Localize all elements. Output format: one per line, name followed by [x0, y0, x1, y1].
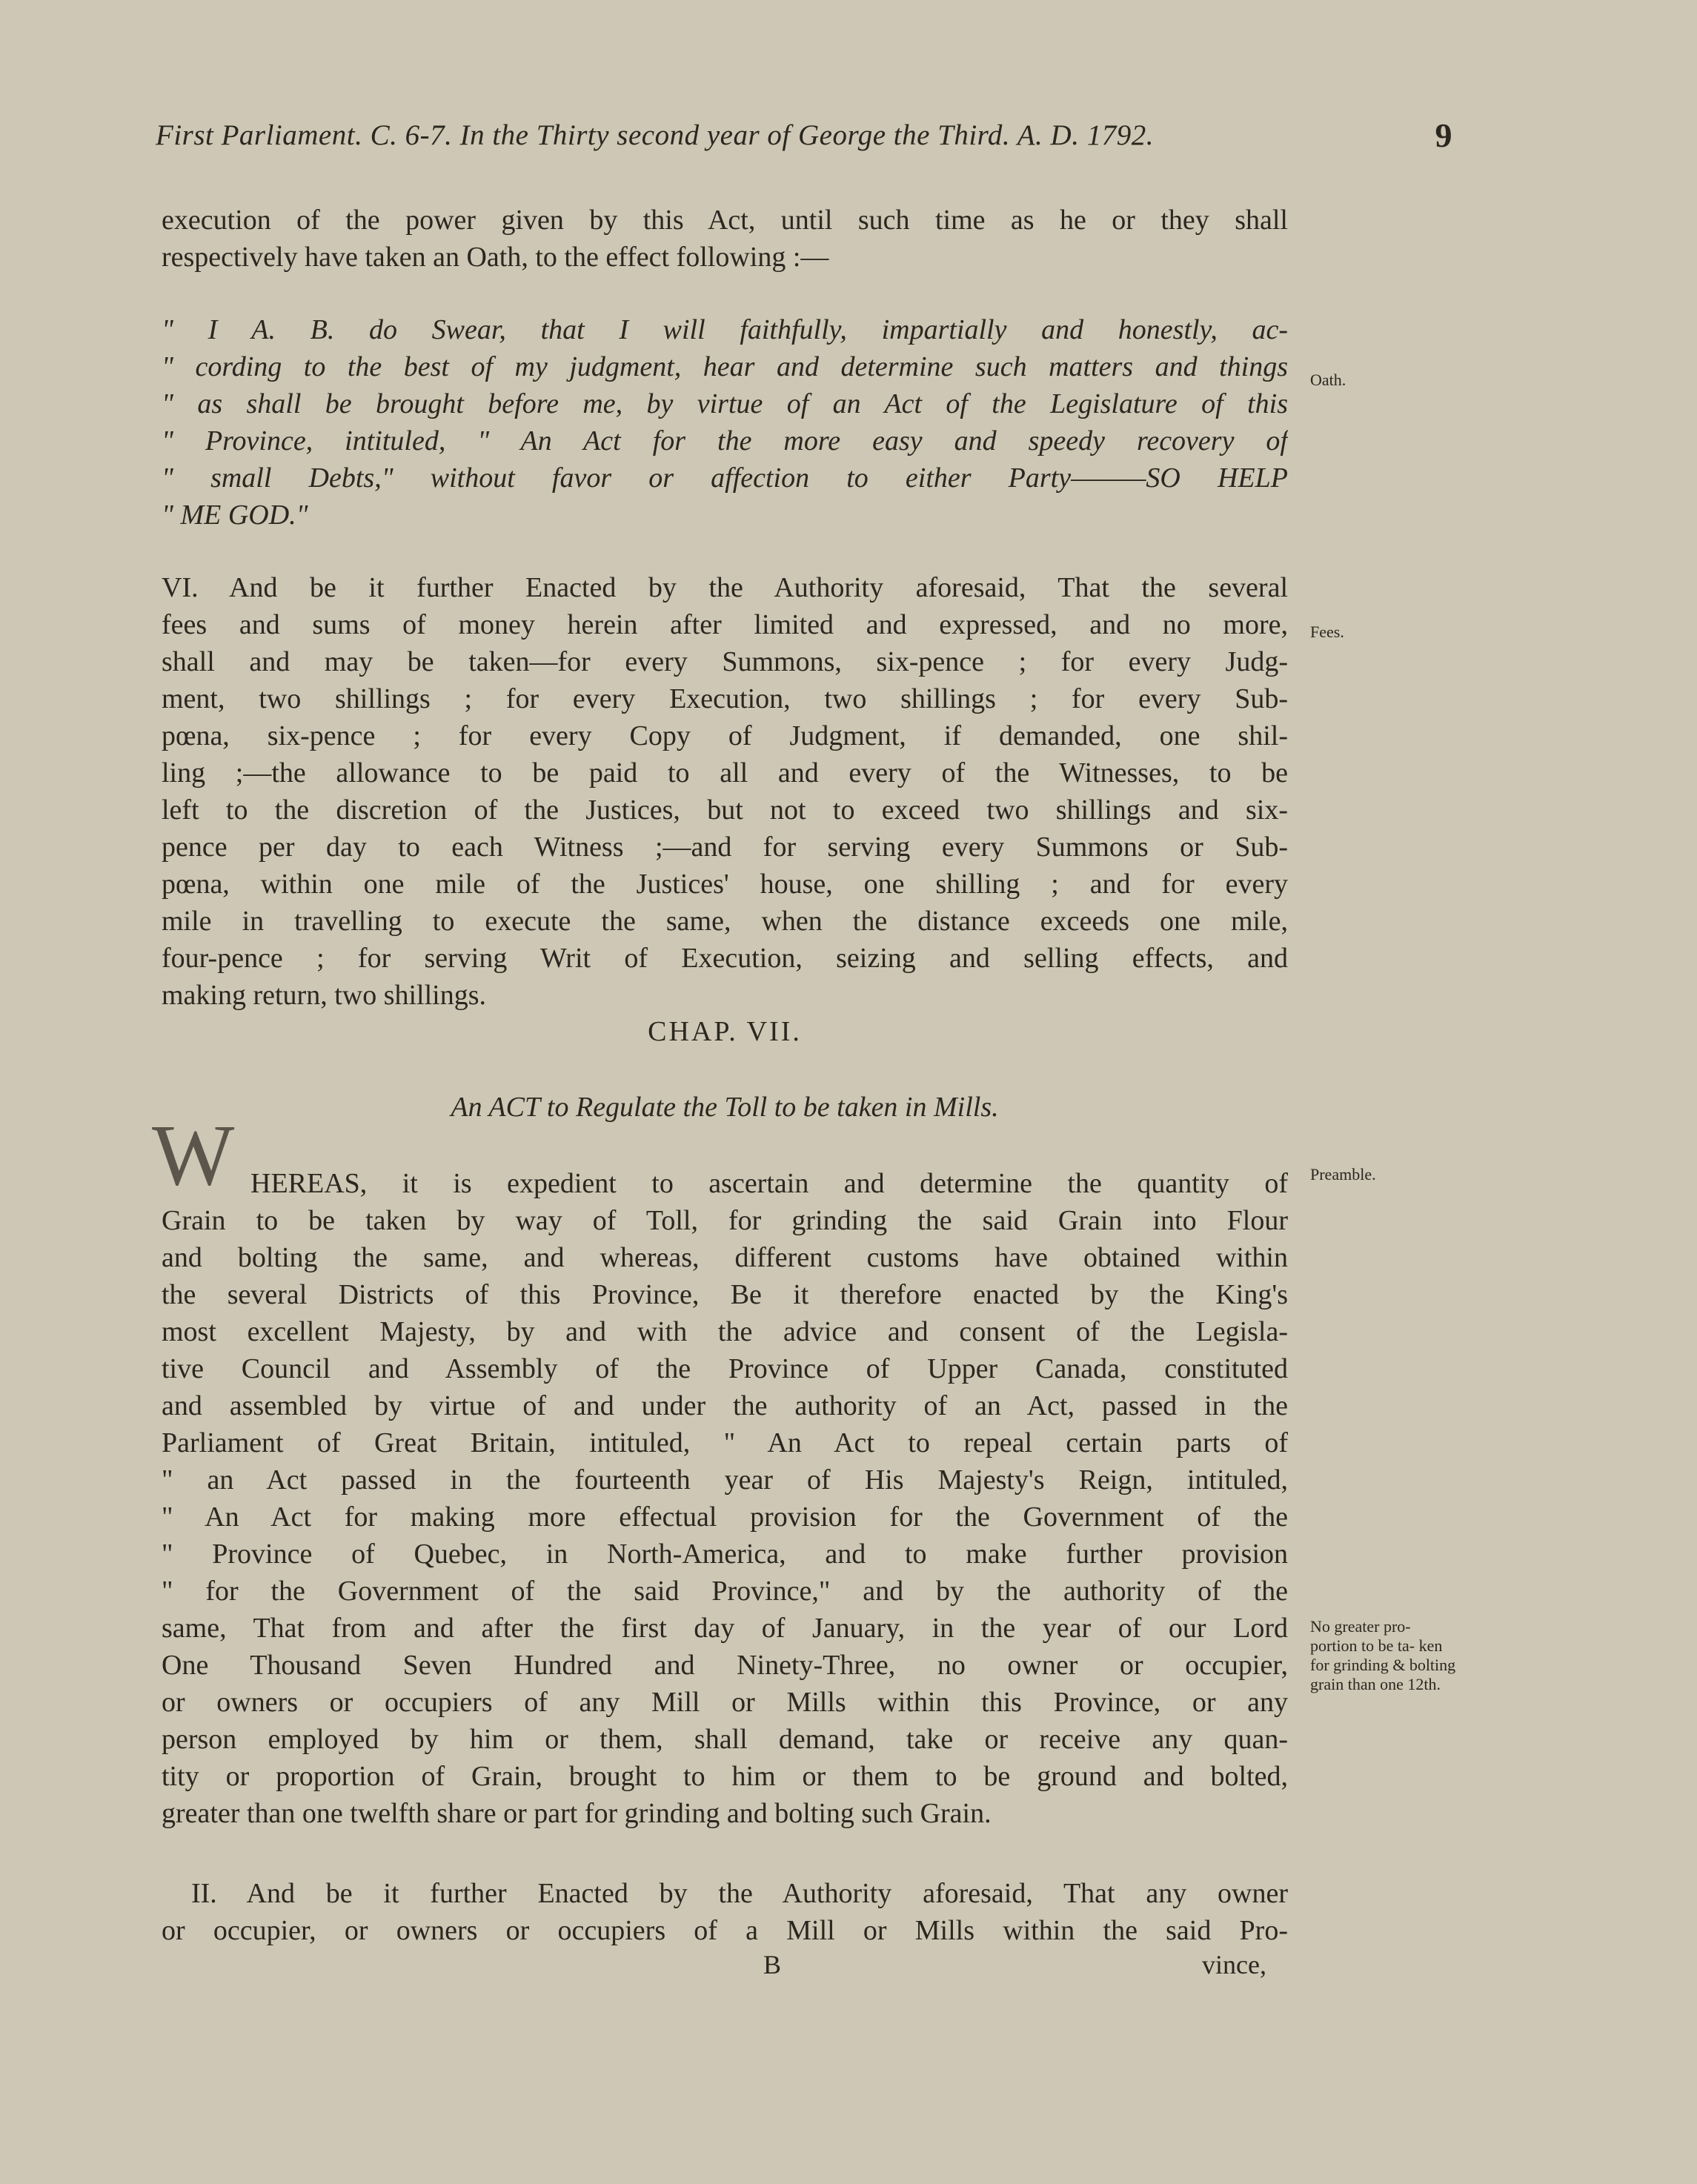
text-line: " an Act passed in the fourteenth year of His Majesty's Reign, intituled, [162, 1464, 1288, 1496]
oath-text [162, 311, 1288, 534]
text-line: II. And be it further Enacted by the Authority aforesaid, That any owner [191, 1878, 1288, 1909]
running-header [156, 116, 1452, 154]
text-line: tity or proportion of Grain, brought to him or them to be ground and bolted, [162, 1761, 1288, 1792]
text-line: mile in travelling to execute the same, when the distance exceeds one mile, [162, 906, 1288, 937]
text-line: pœna, within one mile of the Justices' house, one shilling ; and for every [162, 869, 1288, 900]
text-line: " Province, intituled, " An Act for the more easy and speedy recovery of [162, 425, 1288, 457]
text-line: greater than one twelfth share or part for grinding and bolting such Grain. [162, 1798, 992, 1829]
text-line: pence per day to each Witness ;—and for serving every Summons or Sub- [162, 832, 1288, 863]
text-line: Grain to be taken by way of Toll, for grinding the said Grain into Flour [162, 1205, 1288, 1236]
text-line: or owners or occupiers of any Mill or Mills within this Province, or any [162, 1687, 1288, 1718]
text-line: " cording to the best of my judgment, hear and determine such matters and things [162, 351, 1288, 382]
margin-note-toll: No greater pro- portion to be ta- ken for grinding & bolting grain than one 12th. [1310, 1617, 1456, 1693]
text-line: execution of the power given by this Act, until such time as he or they shall [162, 205, 1288, 236]
section-vi-paragraph [162, 569, 1288, 1014]
text-line: person employed by him or them, shall demand, take or receive any quan- [162, 1724, 1288, 1755]
margin-note-preamble: Preamble. [1310, 1165, 1376, 1184]
text-line: ment, two shillings ; for every Execution, two shillings ; for every Sub- [162, 683, 1288, 714]
text-line: " for the Government of the said Province," and by the authority of the [162, 1576, 1288, 1607]
section-ii-paragraph [162, 1875, 1288, 1949]
text-line: shall and may be taken—for every Summons, six-pence ; for every Judg- [162, 646, 1288, 677]
chapter-heading: CHAP. VII. [648, 1016, 802, 1047]
text-line: HEREAS, it is expedient to ascertain and determine the quantity of [250, 1168, 1288, 1199]
text-line: " I A. B. do Swear, that I will faithfully, impartially and honestly, ac- [162, 314, 1288, 345]
drop-cap: W [152, 1106, 235, 1204]
text-line: " as shall be brought before me, by virtue of an Act of the Legislature of this [162, 388, 1288, 419]
text-line: " Province of Quebec, in North-America, and to make further provision [162, 1539, 1288, 1570]
text-line: " small Debts," without favor or affection to either Party———SO HELP [162, 462, 1288, 494]
text-line: ling ;—the allowance to be paid to all and every of the Witnesses, to be [162, 757, 1288, 789]
text-line: VI. And be it further Enacted by the Authority aforesaid, That the several [162, 572, 1288, 603]
text-line: pœna, six-pence ; for every Copy of Judgment, if demanded, one shil- [162, 720, 1288, 751]
text-line: fees and sums of money herein after limited and expressed, and no more, [162, 609, 1288, 640]
text-line: " ME GOD." [162, 499, 308, 531]
text-line: most excellent Majesty, by and with the advice and consent of the Legisla- [162, 1316, 1288, 1347]
text-line: " An Act for making more effectual provision for the Government of the [162, 1501, 1288, 1533]
preamble-paragraph [162, 1165, 1288, 1832]
text-line: and bolting the same, and whereas, different customs have obtained within [162, 1242, 1288, 1273]
text-line: making return, two shillings. [162, 980, 487, 1011]
text-line: respectively have taken an Oath, to the effect following :— [162, 242, 829, 273]
act-title: An ACT to Regulate the Toll to be taken in Mills. [451, 1092, 999, 1123]
oath-intro-paragraph [162, 202, 1288, 276]
text-line: tive Council and Assembly of the Province of Upper Canada, constituted [162, 1353, 1288, 1384]
running-title: First Parliament. C. 6-7. In the Thirty second year of George the Third. A. D. 1792. [156, 119, 1154, 151]
signature-mark: B [763, 1950, 782, 1979]
text-line: the several Districts of this Province, Be it therefore enacted by the King's [162, 1279, 1288, 1310]
text-line: Parliament of Great Britain, intituled, " An Act to repeal certain parts of [162, 1427, 1288, 1458]
catchword: vince, [1202, 1950, 1266, 1979]
text-line: or occupier, or owners or occupiers of a Mill or Mills within the said Pro- [162, 1915, 1288, 1946]
text-line: same, That from and after the first day of January, in the year of our Lord [162, 1613, 1288, 1644]
text-line: and assembled by virtue of and under the authority of an Act, passed in the [162, 1390, 1288, 1421]
text-line: four-pence ; for serving Writ of Execution, seizing and selling effects, and [162, 943, 1288, 974]
text-line: left to the discretion of the Justices, but not to exceed two shillings and six- [162, 794, 1288, 826]
margin-note-fees: Fees. [1310, 623, 1344, 641]
text-line: One Thousand Seven Hundred and Ninety-Three, no owner or occupier, [162, 1650, 1288, 1681]
margin-note-oath: Oath. [1310, 371, 1346, 389]
page-number: 9 [1435, 116, 1452, 154]
